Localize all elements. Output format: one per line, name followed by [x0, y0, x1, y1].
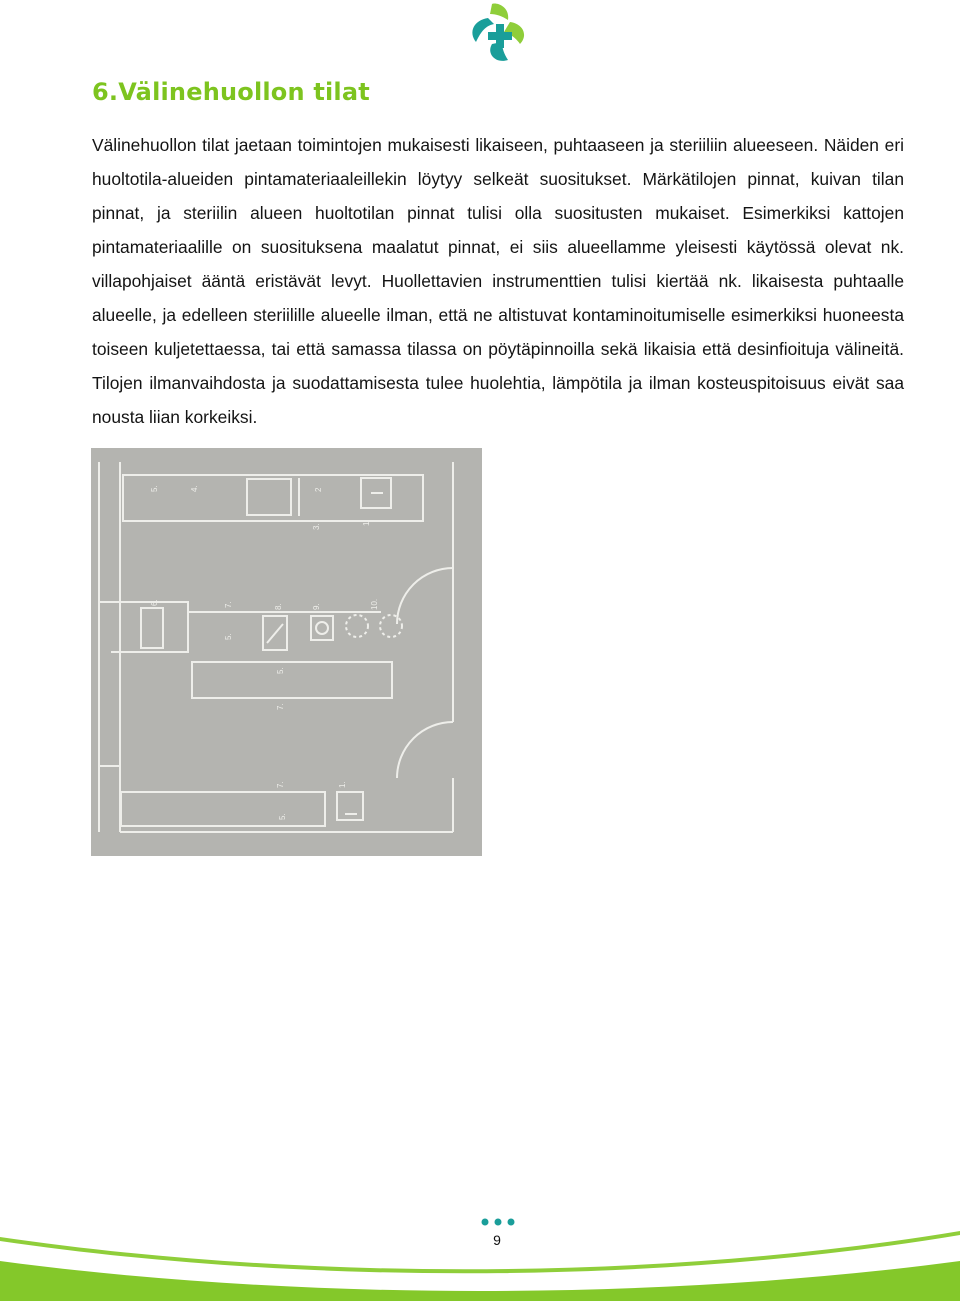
plan-label: 6. [150, 599, 159, 606]
plan-label: 7. [276, 703, 285, 710]
cross-logo-icon [466, 2, 532, 64]
section-heading: 6.Välinehuollon tilat [92, 78, 370, 106]
plan-label: 7. [224, 601, 233, 608]
plan-label: 4. [190, 485, 199, 492]
page-number: 9 [493, 1232, 501, 1248]
plan-label: 10. [370, 598, 379, 610]
plan-label: 7. [276, 781, 285, 788]
plan-label: 5. [278, 813, 287, 820]
body-paragraph: Välinehuollon tilat jaetaan toimintojen mukaisesti likaiseen, puhtaaseen ja steriiliin alueeseen. Näiden eri huoltotila-alueiden pintamateriaaleillekin löytyy selkeät suositukset. Märkätilojen pinnat, kuivan tilan pinnat, ja steriilin alueen huoltotilan pinnat tulisi olla suositusten mukaiset. Esimerkiksi kattojen pintamateriaalille on suosituksena maalatut pinnat, ei siis alueellamme yleisesti käytössä olevat nk. villapohjaiset ääntä eristävät levyt. Huollettavien instrumenttien tulisi kiertää nk. likaisesta puhtaalle alueelle, ja edelleen steriilille alueelle ilman, että ne altistuvat kontaminoitumiselle esimerkiksi huoneesta toiseen kuljetettaessa, tai että samassa tilassa on pöytäpinnoilla sekä likaisia että desinfioituja välineitä. Tilojen ilmanvaihdosta ja suodattamisesta tulee huolehtia, lämpötila ja ilman kosteuspitoisuus eivät saa nousta liian korkeiksi. [92, 135, 904, 427]
plan-label: 5. [276, 667, 285, 674]
plan-label: 9. [312, 603, 321, 610]
plan-label: 1. [338, 781, 347, 788]
plan-label: 2 [314, 487, 323, 492]
three-dots-icon [480, 1217, 516, 1227]
plan-label: 8. [274, 603, 283, 610]
plan-label: 5. [224, 633, 233, 640]
plan-label: 1. [362, 519, 371, 526]
plan-label: 3. [312, 523, 321, 530]
plan-label: 5. [150, 485, 159, 492]
floor-plan-image [91, 448, 482, 856]
